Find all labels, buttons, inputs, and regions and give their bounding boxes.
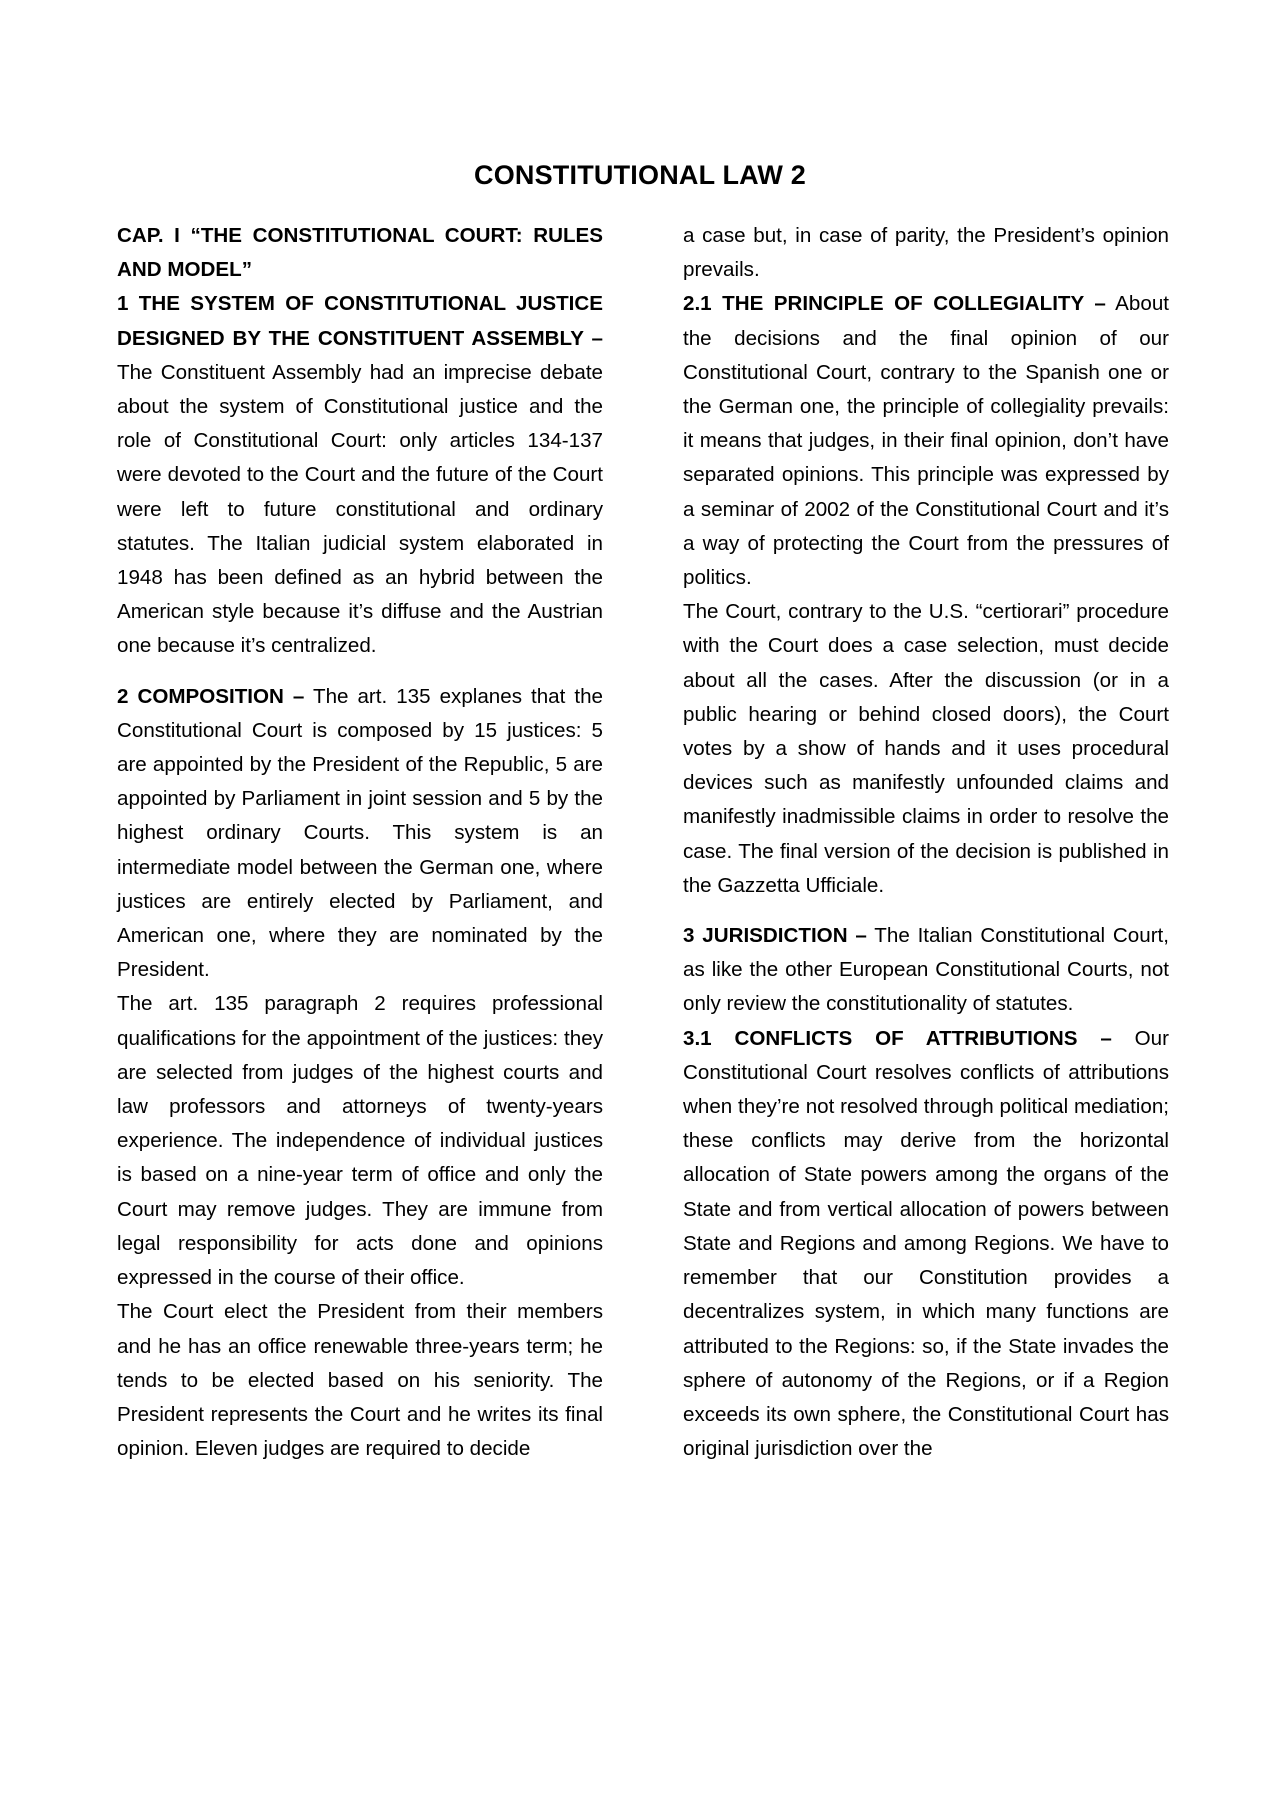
body-paragraph	[683, 219, 1169, 287]
section-body: The Court elect the President from their members and he has an office renewable three-years term; he tends to be elected based on his seniority. The President represents the Court and he writes its final opinion. Eleven judges are required to decide	[117, 1300, 603, 1461]
section-body: The art. 135 paragraph 2 requires professional qualifications for the appointment of the justices: they are selected from judges of the highest courts and law professors and attorneys of twenty-years experience. The independence of individual justices is based on a nine-year term of office and only the Court may remove judges. They are immune from legal responsibility for acts done and opinions expressed in the course of their office.	[117, 992, 603, 1290]
section-3-1-paragraph	[683, 1022, 1169, 1467]
section-2-paragraph	[117, 680, 603, 988]
section-1-paragraph	[117, 287, 603, 663]
right-column	[683, 219, 1169, 1466]
section-body: The Italian Constitutional Court, as like the other European Constitutional Courts, not only review the constitutionality of statutes.	[683, 924, 1169, 1016]
section-body: The art. 135 explanes that the Constitutional Court is composed by 15 justices: 5 are appointed by the President of the Republic, 5 are appointed by Parliament in joint session and 5 by the highest ordinary Courts. This system is an intermediate model between the German one, where justices are entirely elected by Parliament, and American one, where they are nominated by the President.	[117, 684, 603, 982]
section-body: About the decisions and the final opinion of our Constitutional Court, contrary to the Spanish one or the German one, the principle of collegiality prevails: it means that judges, in their final opinion, don’t have separated opinions. This principle was expressed by a seminar of 2002 of the Constitutional Court and it’s a way of protecting the Court from the pressures of politics.	[683, 292, 1169, 590]
section-heading: 3 JURISDICTION –	[683, 924, 867, 948]
body-paragraph	[683, 595, 1169, 903]
section-body: The Court, contrary to the U.S. “certiorari” procedure with the Court does a case selection, must decide about all the cases. After the discussion (or in a public hearing or behind closed doors), the Court votes by a show of hands and it uses procedural devices such as manifestly unfounded claims and manifestly inadmissible claims in order to resolve the case. The final version of the decision is published in the Gazzetta Ufficiale.	[683, 600, 1169, 897]
section-2-1-paragraph	[683, 287, 1169, 595]
section-heading: CAP. I “THE CONSTITUTIONAL COURT: RULES AND MODEL”	[117, 224, 603, 282]
section-heading: 1 THE SYSTEM OF CONSTITUTIONAL JUSTICE DESIGNED BY THE CONSTITUENT ASSEMBLY –	[117, 292, 603, 350]
chapter-heading-paragraph	[117, 219, 603, 287]
body-paragraph	[117, 987, 603, 1295]
section-body: Our Constitutional Court resolves conflicts of attributions when they’re not resolved through political mediation; these conflicts may derive from the horizontal allocation of State powers among the organs of the State and from vertical allocation of powers between State and Regions and among Regions. We have to remember that our Constitution provides a decentralizes system, in which many functions are attributed to the Regions: so, if the State invades the sphere of autonomy of the Regions, or if a Region exceeds its own sphere, the Constitutional Court has original jurisdiction over the	[683, 1026, 1169, 1461]
body-paragraph	[117, 1295, 603, 1466]
section-heading: 2.1 THE PRINCIPLE OF COLLEGIALITY –	[683, 292, 1106, 316]
section-heading: 3.1 CONFLICTS OF ATTRIBUTIONS –	[683, 1026, 1112, 1050]
section-heading: 2 COMPOSITION –	[117, 684, 305, 708]
section-3-paragraph	[683, 919, 1169, 1022]
section-body: a case but, in case of parity, the President’s opinion prevails.	[683, 224, 1169, 282]
left-column	[117, 219, 603, 1466]
section-body: The Constituent Assembly had an imprecise debate about the system of Constitutional justice and the role of Constitutional Court: only articles 134-137 were devoted to the Court and the future of the Court were left to future constitutional and ordinary statutes. The Italian judicial system elaborated in 1948 has been defined as an hybrid between the American style because it’s diffuse and the Austrian one because it’s centralized.	[117, 360, 603, 658]
page-title: CONSTITUTIONAL LAW 2	[474, 160, 806, 190]
